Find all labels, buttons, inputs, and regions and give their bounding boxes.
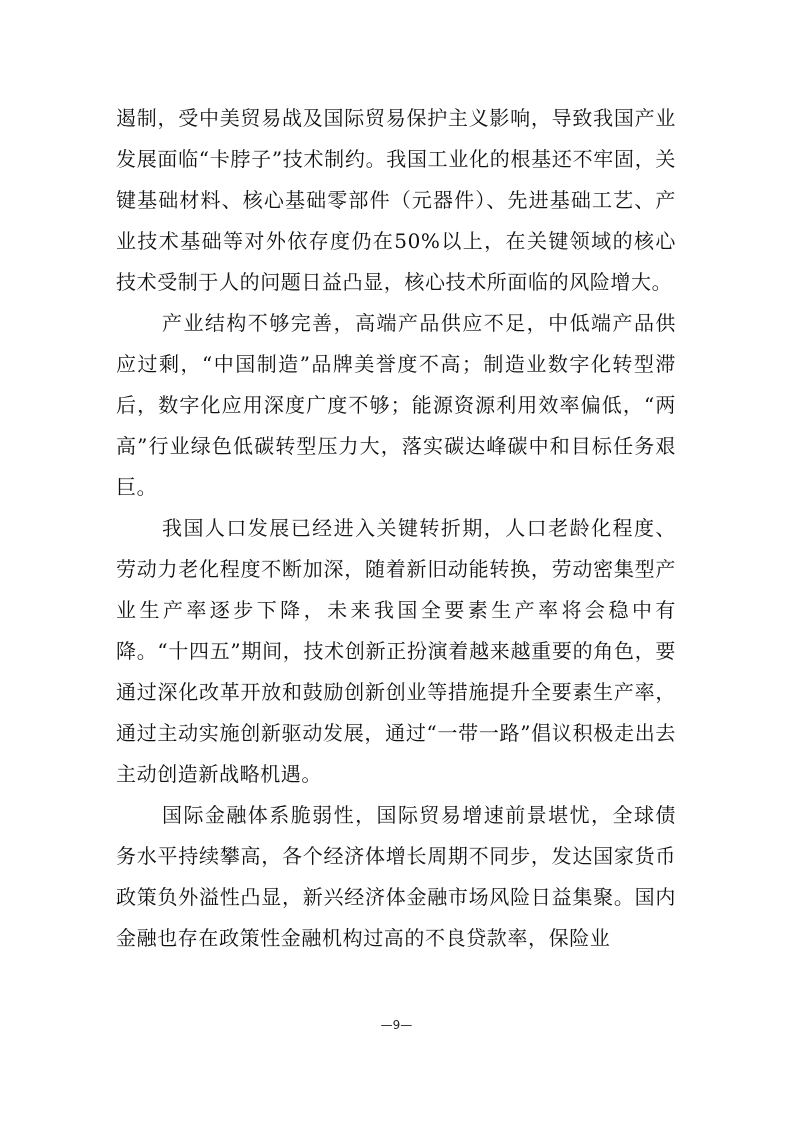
page-number: —9—	[380, 1018, 413, 1032]
paragraph-finance: 国际金融体系脆弱性，国际贸易增速前景堪忧，全球债务水平持续攀高，各个经济体增长周期不同步，发达国家货币政策负外溢性凸显，新兴经济体金融市场风险日益集聚。国内金融也存在政策性金融机构过高的不良贷款率，保险业	[116, 803, 676, 950]
paragraph-population: 我国人口发展已经进入关键转折期，人口老龄化程度、劳动力老化程度不断加深，随着新旧动能转换，劳动密集型产业生产率逐步下降，未来我国全要素生产率将会稳中有降。“十四五”期间，技术创新正扮演着越来越重要的角色，要通过深化改革开放和鼓励创新创业等措施提升全要素生产率，通过主动实施创新驱动发展，通过“一带一路”倡议积极走出去主动创造新战略机遇。	[116, 516, 676, 786]
paragraph-continuation: 遏制，受中美贸易战及国际贸易保护主义影响，导致我国产业发展面临“卡脖子”技术制约。我国工业化的根基还不牢固，关键基础材料、核心基础零部件（元器件）、先进基础工艺、产业技术基础等对外依存度仍在50%以上，在关键领域的核心技术受制于人的问题日益凸显，核心技术所面临的风险增大。	[116, 106, 676, 294]
body-text	[116, 98, 676, 959]
paragraph-industrial-structure: 产业结构不够完善，高端产品供应不足，中低端产品供应过剩，“中国制造”品牌美誉度不高；制造业数字化转型滞后，数字化应用深度广度不够；能源资源利用效率偏低，“两高”行业绿色低碳转型压力大，落实碳达峰碳中和目标任务艰巨。	[116, 311, 676, 499]
